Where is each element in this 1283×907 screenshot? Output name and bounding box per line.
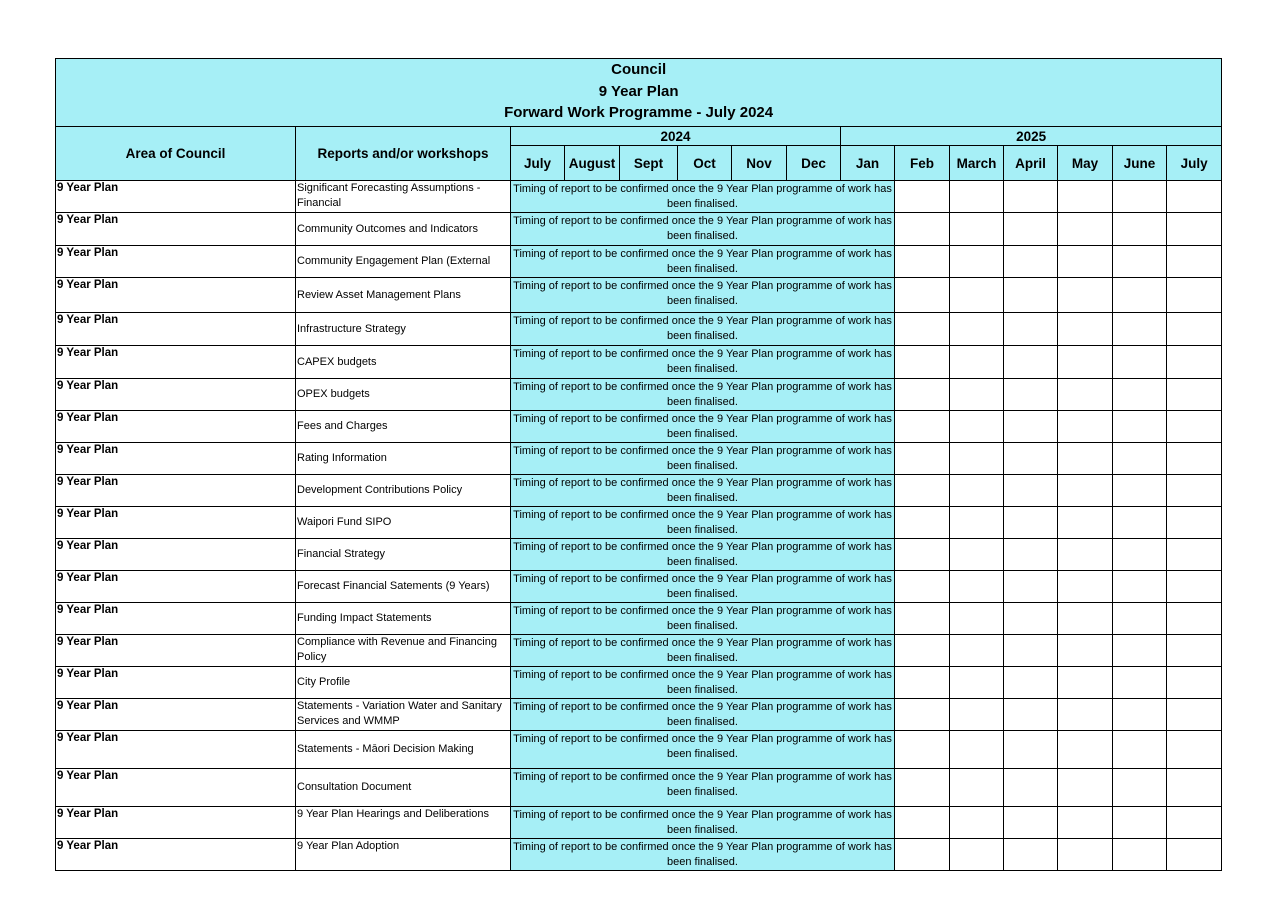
empty-month-cell	[1004, 507, 1058, 539]
empty-month-cell	[895, 475, 950, 507]
empty-month-cell	[1004, 603, 1058, 635]
table-row	[56, 667, 1222, 699]
empty-month-cell	[950, 571, 1004, 603]
empty-month-cell	[1004, 699, 1058, 731]
month-header-2024-0: July	[511, 146, 565, 181]
empty-month-cell	[1058, 769, 1113, 807]
report-cell: Funding Impact Statements	[296, 603, 511, 635]
empty-month-cell	[950, 807, 1004, 839]
month-header-2025-4: May	[1058, 146, 1113, 181]
timing-note-cell: Timing of report to be confirmed once the 9 Year Plan programme of work has been finalised.	[511, 346, 895, 379]
table-row	[56, 603, 1222, 635]
area-cell: 9 Year Plan	[56, 731, 296, 769]
timing-note-cell: Timing of report to be confirmed once the 9 Year Plan programme of work has been finalised.	[511, 181, 895, 213]
empty-month-cell	[895, 731, 950, 769]
empty-month-cell	[1004, 213, 1058, 246]
report-cell: Fees and Charges	[296, 411, 511, 443]
empty-month-cell	[895, 769, 950, 807]
month-header-2024-5: Dec	[787, 146, 841, 181]
area-cell: 9 Year Plan	[56, 379, 296, 411]
table-row	[56, 181, 1222, 213]
table-row	[56, 769, 1222, 807]
title-line-plan: 9 Year Plan	[598, 82, 679, 100]
table-row	[56, 346, 1222, 379]
empty-month-cell	[1004, 571, 1058, 603]
title-line-programme: Forward Work Programme - July 2024	[504, 104, 774, 121]
empty-month-cell	[950, 635, 1004, 667]
title-line-council: Council	[611, 61, 667, 78]
empty-month-cell	[950, 667, 1004, 699]
empty-month-cell	[895, 539, 950, 571]
timing-note-cell: Timing of report to be confirmed once the 9 Year Plan programme of work has been finalised.	[511, 213, 895, 246]
area-cell: 9 Year Plan	[56, 839, 296, 871]
empty-month-cell	[950, 443, 1004, 475]
empty-month-cell	[1167, 839, 1222, 871]
area-cell: 9 Year Plan	[56, 443, 296, 475]
empty-month-cell	[1113, 346, 1167, 379]
timing-note-cell: Timing of report to be confirmed once the 9 Year Plan programme of work has been finalised.	[511, 539, 895, 571]
empty-month-cell	[1004, 411, 1058, 443]
empty-month-cell	[1113, 571, 1167, 603]
area-cell: 9 Year Plan	[56, 278, 296, 313]
empty-month-cell	[1167, 346, 1222, 379]
empty-month-cell	[1167, 379, 1222, 411]
empty-month-cell	[1113, 839, 1167, 871]
empty-month-cell	[1113, 475, 1167, 507]
empty-month-cell	[950, 213, 1004, 246]
empty-month-cell	[1058, 839, 1113, 871]
empty-month-cell	[1113, 411, 1167, 443]
empty-month-cell	[950, 313, 1004, 346]
empty-month-cell	[1113, 246, 1167, 278]
empty-month-cell	[1004, 539, 1058, 571]
empty-month-cell	[950, 379, 1004, 411]
empty-month-cell	[1058, 731, 1113, 769]
empty-month-cell	[1167, 411, 1222, 443]
empty-month-cell	[1113, 731, 1167, 769]
empty-month-cell	[950, 839, 1004, 871]
timing-note-cell: Timing of report to be confirmed once the 9 Year Plan programme of work has been finalised.	[511, 667, 895, 699]
empty-month-cell	[1167, 807, 1222, 839]
empty-month-cell	[1058, 313, 1113, 346]
area-cell: 9 Year Plan	[56, 411, 296, 443]
timing-note-cell: Timing of report to be confirmed once the 9 Year Plan programme of work has been finalised.	[511, 635, 895, 667]
empty-month-cell	[950, 731, 1004, 769]
area-cell: 9 Year Plan	[56, 667, 296, 699]
timing-note-cell: Timing of report to be confirmed once the 9 Year Plan programme of work has been finalised.	[511, 507, 895, 539]
empty-month-cell	[1167, 539, 1222, 571]
empty-month-cell	[1004, 346, 1058, 379]
empty-month-cell	[895, 411, 950, 443]
area-cell: 9 Year Plan	[56, 313, 296, 346]
report-cell: Statements - Variation Water and Sanitary Services and WMMP	[296, 699, 511, 731]
empty-month-cell	[1167, 278, 1222, 313]
empty-month-cell	[950, 539, 1004, 571]
report-cell: Compliance with Revenue and Financing Policy	[296, 635, 511, 667]
table-row	[56, 571, 1222, 603]
empty-month-cell	[1113, 507, 1167, 539]
empty-month-cell	[1113, 181, 1167, 213]
empty-month-cell	[1004, 839, 1058, 871]
month-header-2025-2: March	[950, 146, 1004, 181]
month-header-2025-0: Jan	[841, 146, 895, 181]
empty-month-cell	[1004, 181, 1058, 213]
empty-month-cell	[950, 699, 1004, 731]
empty-month-cell	[895, 346, 950, 379]
report-cell: CAPEX budgets	[296, 346, 511, 379]
report-cell: Forecast Financial Satements (9 Years)	[296, 571, 511, 603]
empty-month-cell	[950, 475, 1004, 507]
empty-month-cell	[1058, 213, 1113, 246]
empty-month-cell	[1167, 731, 1222, 769]
report-cell: Infrastructure Strategy	[296, 313, 511, 346]
area-cell: 9 Year Plan	[56, 699, 296, 731]
empty-month-cell	[1058, 699, 1113, 731]
report-cell: Significant Forecasting Assumptions - Financial	[296, 181, 511, 213]
report-cell: 9 Year Plan Hearings and Deliberations	[296, 807, 511, 839]
empty-month-cell	[1167, 246, 1222, 278]
report-cell: Financial Strategy	[296, 539, 511, 571]
empty-month-cell	[895, 379, 950, 411]
empty-month-cell	[1167, 571, 1222, 603]
report-cell: Development Contributions Policy	[296, 475, 511, 507]
empty-month-cell	[950, 603, 1004, 635]
area-cell: 9 Year Plan	[56, 571, 296, 603]
empty-month-cell	[1167, 667, 1222, 699]
table-row	[56, 313, 1222, 346]
empty-month-cell	[1058, 539, 1113, 571]
empty-month-cell	[1113, 635, 1167, 667]
month-header-2024-4: Nov	[732, 146, 787, 181]
area-cell: 9 Year Plan	[56, 213, 296, 246]
empty-month-cell	[1004, 313, 1058, 346]
month-header-2025-1: Feb	[895, 146, 950, 181]
empty-month-cell	[1058, 278, 1113, 313]
empty-month-cell	[1058, 346, 1113, 379]
report-cell: Community Engagement Plan (External	[296, 246, 511, 278]
empty-month-cell	[1004, 475, 1058, 507]
empty-month-cell	[895, 807, 950, 839]
timing-note-cell: Timing of report to be confirmed once the 9 Year Plan programme of work has been finalised.	[511, 807, 895, 839]
empty-month-cell	[1004, 635, 1058, 667]
column-header-area: Area of Council	[56, 127, 296, 181]
area-cell: 9 Year Plan	[56, 539, 296, 571]
empty-month-cell	[1113, 443, 1167, 475]
empty-month-cell	[1113, 807, 1167, 839]
empty-month-cell	[895, 313, 950, 346]
empty-month-cell	[895, 603, 950, 635]
table-row	[56, 278, 1222, 313]
timing-note-cell: Timing of report to be confirmed once the 9 Year Plan programme of work has been finalised.	[511, 603, 895, 635]
empty-month-cell	[1167, 635, 1222, 667]
timing-note-cell: Timing of report to be confirmed once the 9 Year Plan programme of work has been finalised.	[511, 475, 895, 507]
empty-month-cell	[1167, 769, 1222, 807]
table-row	[56, 475, 1222, 507]
month-header-2025-5: June	[1113, 146, 1167, 181]
document-title	[56, 59, 1222, 127]
empty-month-cell	[950, 507, 1004, 539]
empty-month-cell	[895, 635, 950, 667]
empty-month-cell	[1167, 313, 1222, 346]
empty-month-cell	[895, 571, 950, 603]
empty-month-cell	[1113, 699, 1167, 731]
empty-month-cell	[1167, 699, 1222, 731]
empty-month-cell	[950, 181, 1004, 213]
timing-note-cell: Timing of report to be confirmed once the 9 Year Plan programme of work has been finalised.	[511, 443, 895, 475]
empty-month-cell	[1167, 181, 1222, 213]
empty-month-cell	[895, 839, 950, 871]
empty-month-cell	[1058, 411, 1113, 443]
timing-note-cell: Timing of report to be confirmed once the 9 Year Plan programme of work has been finalised.	[511, 379, 895, 411]
empty-month-cell	[895, 699, 950, 731]
timing-note-cell: Timing of report to be confirmed once the 9 Year Plan programme of work has been finalised.	[511, 246, 895, 278]
empty-month-cell	[1113, 769, 1167, 807]
timing-note-cell: Timing of report to be confirmed once the 9 Year Plan programme of work has been finalised.	[511, 699, 895, 731]
empty-month-cell	[950, 278, 1004, 313]
table-row	[56, 411, 1222, 443]
empty-month-cell	[1004, 731, 1058, 769]
report-cell: Consultation Document	[296, 769, 511, 807]
month-header-2024-2: Sept	[620, 146, 678, 181]
empty-month-cell	[1058, 181, 1113, 213]
empty-month-cell	[1058, 667, 1113, 699]
report-cell: Waipori Fund SIPO	[296, 507, 511, 539]
empty-month-cell	[950, 246, 1004, 278]
timing-note-cell: Timing of report to be confirmed once the 9 Year Plan programme of work has been finalised.	[511, 731, 895, 769]
empty-month-cell	[1167, 443, 1222, 475]
table-row	[56, 213, 1222, 246]
empty-month-cell	[1004, 278, 1058, 313]
empty-month-cell	[1113, 603, 1167, 635]
report-cell: OPEX budgets	[296, 379, 511, 411]
table-row	[56, 379, 1222, 411]
area-cell: 9 Year Plan	[56, 181, 296, 213]
month-header-2024-1: August	[565, 146, 620, 181]
empty-month-cell	[1113, 539, 1167, 571]
empty-month-cell	[895, 181, 950, 213]
area-cell: 9 Year Plan	[56, 603, 296, 635]
table-row	[56, 539, 1222, 571]
table-row	[56, 731, 1222, 769]
empty-month-cell	[1167, 213, 1222, 246]
area-cell: 9 Year Plan	[56, 507, 296, 539]
empty-month-cell	[1167, 475, 1222, 507]
timing-note-cell: Timing of report to be confirmed once the 9 Year Plan programme of work has been finalised.	[511, 769, 895, 807]
table-row	[56, 507, 1222, 539]
empty-month-cell	[895, 246, 950, 278]
empty-month-cell	[1167, 603, 1222, 635]
empty-month-cell	[1167, 507, 1222, 539]
empty-month-cell	[950, 346, 1004, 379]
empty-month-cell	[1113, 213, 1167, 246]
report-cell: Statements - Māori Decision Making	[296, 731, 511, 769]
column-header-reports: Reports and/or workshops	[296, 127, 511, 181]
empty-month-cell	[1113, 313, 1167, 346]
timing-note-cell: Timing of report to be confirmed once the 9 Year Plan programme of work has been finalised.	[511, 411, 895, 443]
empty-month-cell	[1113, 379, 1167, 411]
year-header-2025: 2025	[841, 127, 1222, 146]
timing-note-cell: Timing of report to be confirmed once the 9 Year Plan programme of work has been finalised.	[511, 571, 895, 603]
empty-month-cell	[1004, 807, 1058, 839]
report-cell: 9 Year Plan Adoption	[296, 839, 511, 871]
empty-month-cell	[1058, 571, 1113, 603]
table-row	[56, 246, 1222, 278]
empty-month-cell	[895, 443, 950, 475]
empty-month-cell	[1004, 769, 1058, 807]
empty-month-cell	[895, 278, 950, 313]
empty-month-cell	[1058, 603, 1113, 635]
area-cell: 9 Year Plan	[56, 246, 296, 278]
table-row	[56, 807, 1222, 839]
empty-month-cell	[895, 507, 950, 539]
empty-month-cell	[1058, 246, 1113, 278]
area-cell: 9 Year Plan	[56, 475, 296, 507]
area-cell: 9 Year Plan	[56, 635, 296, 667]
timing-note-cell: Timing of report to be confirmed once the 9 Year Plan programme of work has been finalised.	[511, 313, 895, 346]
empty-month-cell	[1113, 278, 1167, 313]
empty-month-cell	[1058, 507, 1113, 539]
timing-note-cell: Timing of report to be confirmed once the 9 Year Plan programme of work has been finalised.	[511, 839, 895, 871]
empty-month-cell	[1058, 379, 1113, 411]
area-cell: 9 Year Plan	[56, 807, 296, 839]
empty-month-cell	[1058, 443, 1113, 475]
timing-note-cell: Timing of report to be confirmed once the 9 Year Plan programme of work has been finalised.	[511, 278, 895, 313]
empty-month-cell	[1004, 246, 1058, 278]
empty-month-cell	[1058, 635, 1113, 667]
empty-month-cell	[895, 213, 950, 246]
table-row	[56, 443, 1222, 475]
area-cell: 9 Year Plan	[56, 346, 296, 379]
month-header-2024-3: Oct	[678, 146, 732, 181]
month-header-2025-6: July	[1167, 146, 1222, 181]
empty-month-cell	[950, 769, 1004, 807]
report-cell: Community Outcomes and Indicators	[296, 213, 511, 246]
report-cell: Rating Information	[296, 443, 511, 475]
empty-month-cell	[1004, 667, 1058, 699]
month-header-2025-3: April	[1004, 146, 1058, 181]
table-row	[56, 635, 1222, 667]
empty-month-cell	[1058, 807, 1113, 839]
empty-month-cell	[1058, 475, 1113, 507]
empty-month-cell	[1113, 667, 1167, 699]
report-cell: City Profile	[296, 667, 511, 699]
empty-month-cell	[1004, 443, 1058, 475]
year-header-2024: 2024	[511, 127, 841, 146]
area-cell: 9 Year Plan	[56, 769, 296, 807]
work-programme-table	[55, 58, 1222, 871]
table-row	[56, 699, 1222, 731]
empty-month-cell	[950, 411, 1004, 443]
empty-month-cell	[895, 667, 950, 699]
table-row	[56, 839, 1222, 871]
report-cell: Review Asset Management Plans	[296, 278, 511, 313]
empty-month-cell	[1004, 379, 1058, 411]
